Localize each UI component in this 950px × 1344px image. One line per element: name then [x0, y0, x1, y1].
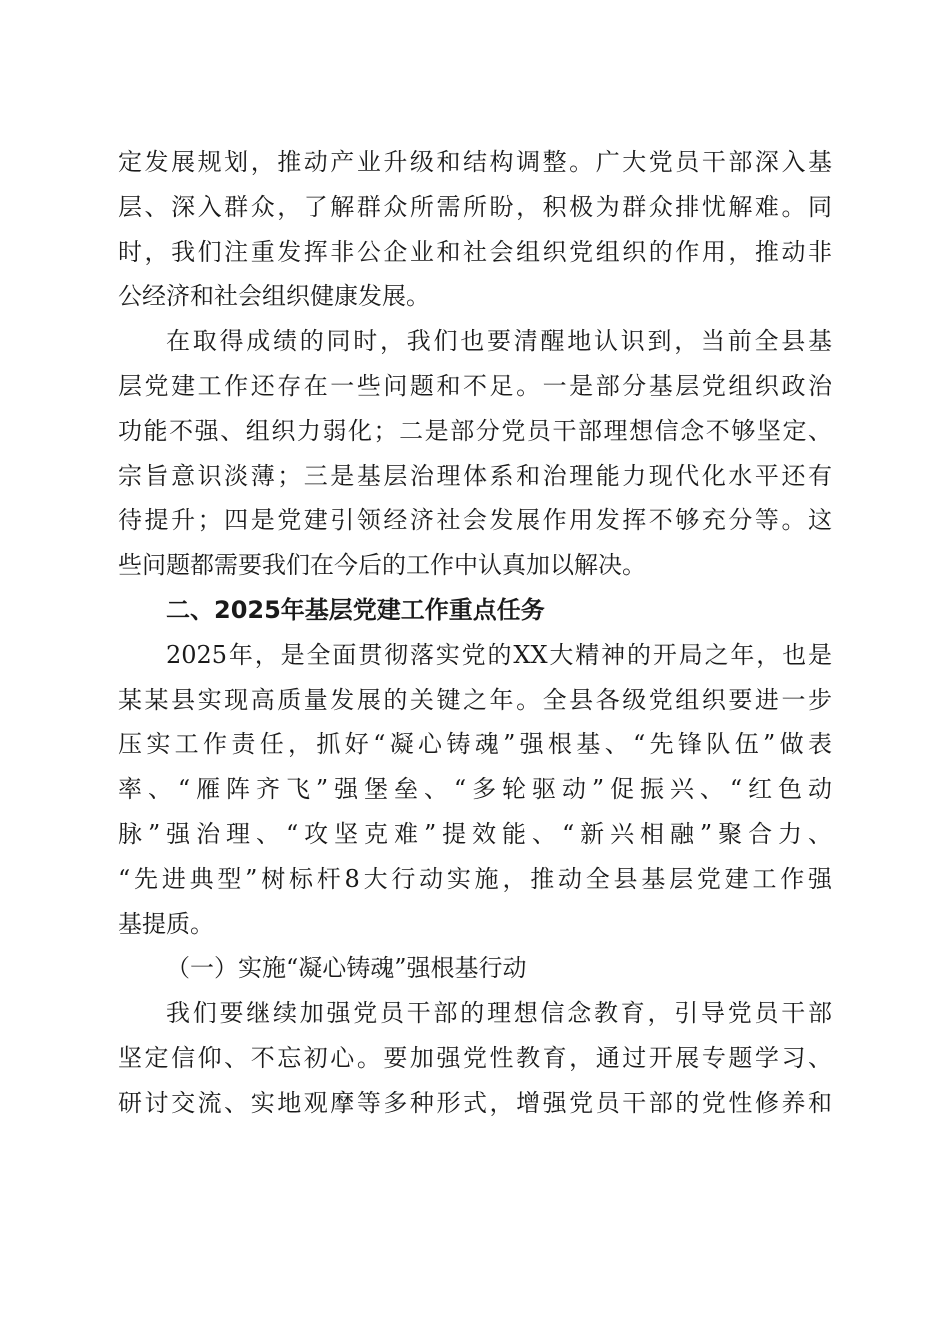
paragraph-2-line-6: 些问题都需要我们在今后的工作中认真加以解决。	[118, 551, 646, 580]
paragraph-3-line-6: “先进典型”树标杆8大行动实施，推动全县基层党建工作强	[118, 864, 832, 893]
paragraph-2-line-3: 功能不强、组织力弱化；二是部分党员干部理想信念不够坚定、	[118, 416, 832, 445]
paragraph-4-line-2: 坚定信仰、不忘初心。要加强党性教育，通过开展专题学习、	[118, 1043, 832, 1072]
paragraph-2-line-2: 层党建工作还存在一些问题和不足。一是部分基层党组织政治	[118, 371, 832, 400]
paragraph-3-line-1: 2025年，是全面贯彻落实党的XX大精神的开局之年，也是	[166, 640, 832, 669]
paragraph-3-line-4: 率、“雁阵齐飞”强堡垒、“多轮驱动”促振兴、“红色动	[118, 775, 832, 804]
paragraph-1-line-4: 公经济和社会组织健康发展。	[118, 282, 430, 311]
paragraph-3-line-3: 压实工作责任，抓好“凝心铸魂”强根基、“先锋队伍”做表	[118, 730, 832, 759]
paragraph-1-line-3: 时，我们注重发挥非公企业和社会组织党组织的作用，推动非	[118, 237, 832, 266]
paragraph-4-line-3: 研讨交流、实地观摩等多种形式，增强党员干部的党性修养和	[118, 1088, 832, 1117]
document-page	[118, 140, 832, 1126]
paragraph-4-line-1: 我们要继续加强党员干部的理想信念教育，引导党员干部	[166, 999, 832, 1028]
paragraph-2-line-5: 待提升；四是党建引领经济社会发展作用发挥不够充分等。这	[118, 506, 832, 535]
paragraph-1-line-2: 层、深入群众，了解群众所需所盼，积极为群众排忧解难。同	[118, 192, 832, 221]
paragraph-3-line-2: 某某县实现高质量发展的关键之年。全县各级党组织要进一步	[118, 685, 832, 714]
subsection-heading: （一）实施“凝心铸魂”强根基行动	[166, 954, 527, 983]
paragraph-3-line-5: 脉”强治理、“攻坚克难”提效能、“新兴相融”聚合力、	[118, 819, 832, 848]
paragraph-1	[118, 140, 832, 319]
paragraph-3	[118, 633, 832, 947]
section-heading: 二、2025年基层党建工作重点任务	[166, 595, 545, 624]
paragraph-2-line-4: 宗旨意识淡薄；三是基层治理体系和治理能力现代化水平还有	[118, 461, 832, 490]
paragraph-4	[118, 991, 832, 1125]
paragraph-3-line-7: 基提质。	[118, 909, 214, 938]
paragraph-2	[118, 319, 832, 588]
paragraph-2-line-1: 在取得成绩的同时，我们也要清醒地认识到，当前全县基	[166, 327, 832, 356]
paragraph-1-line-1: 定发展规划，推动产业升级和结构调整。广大党员干部深入基	[118, 148, 832, 176]
